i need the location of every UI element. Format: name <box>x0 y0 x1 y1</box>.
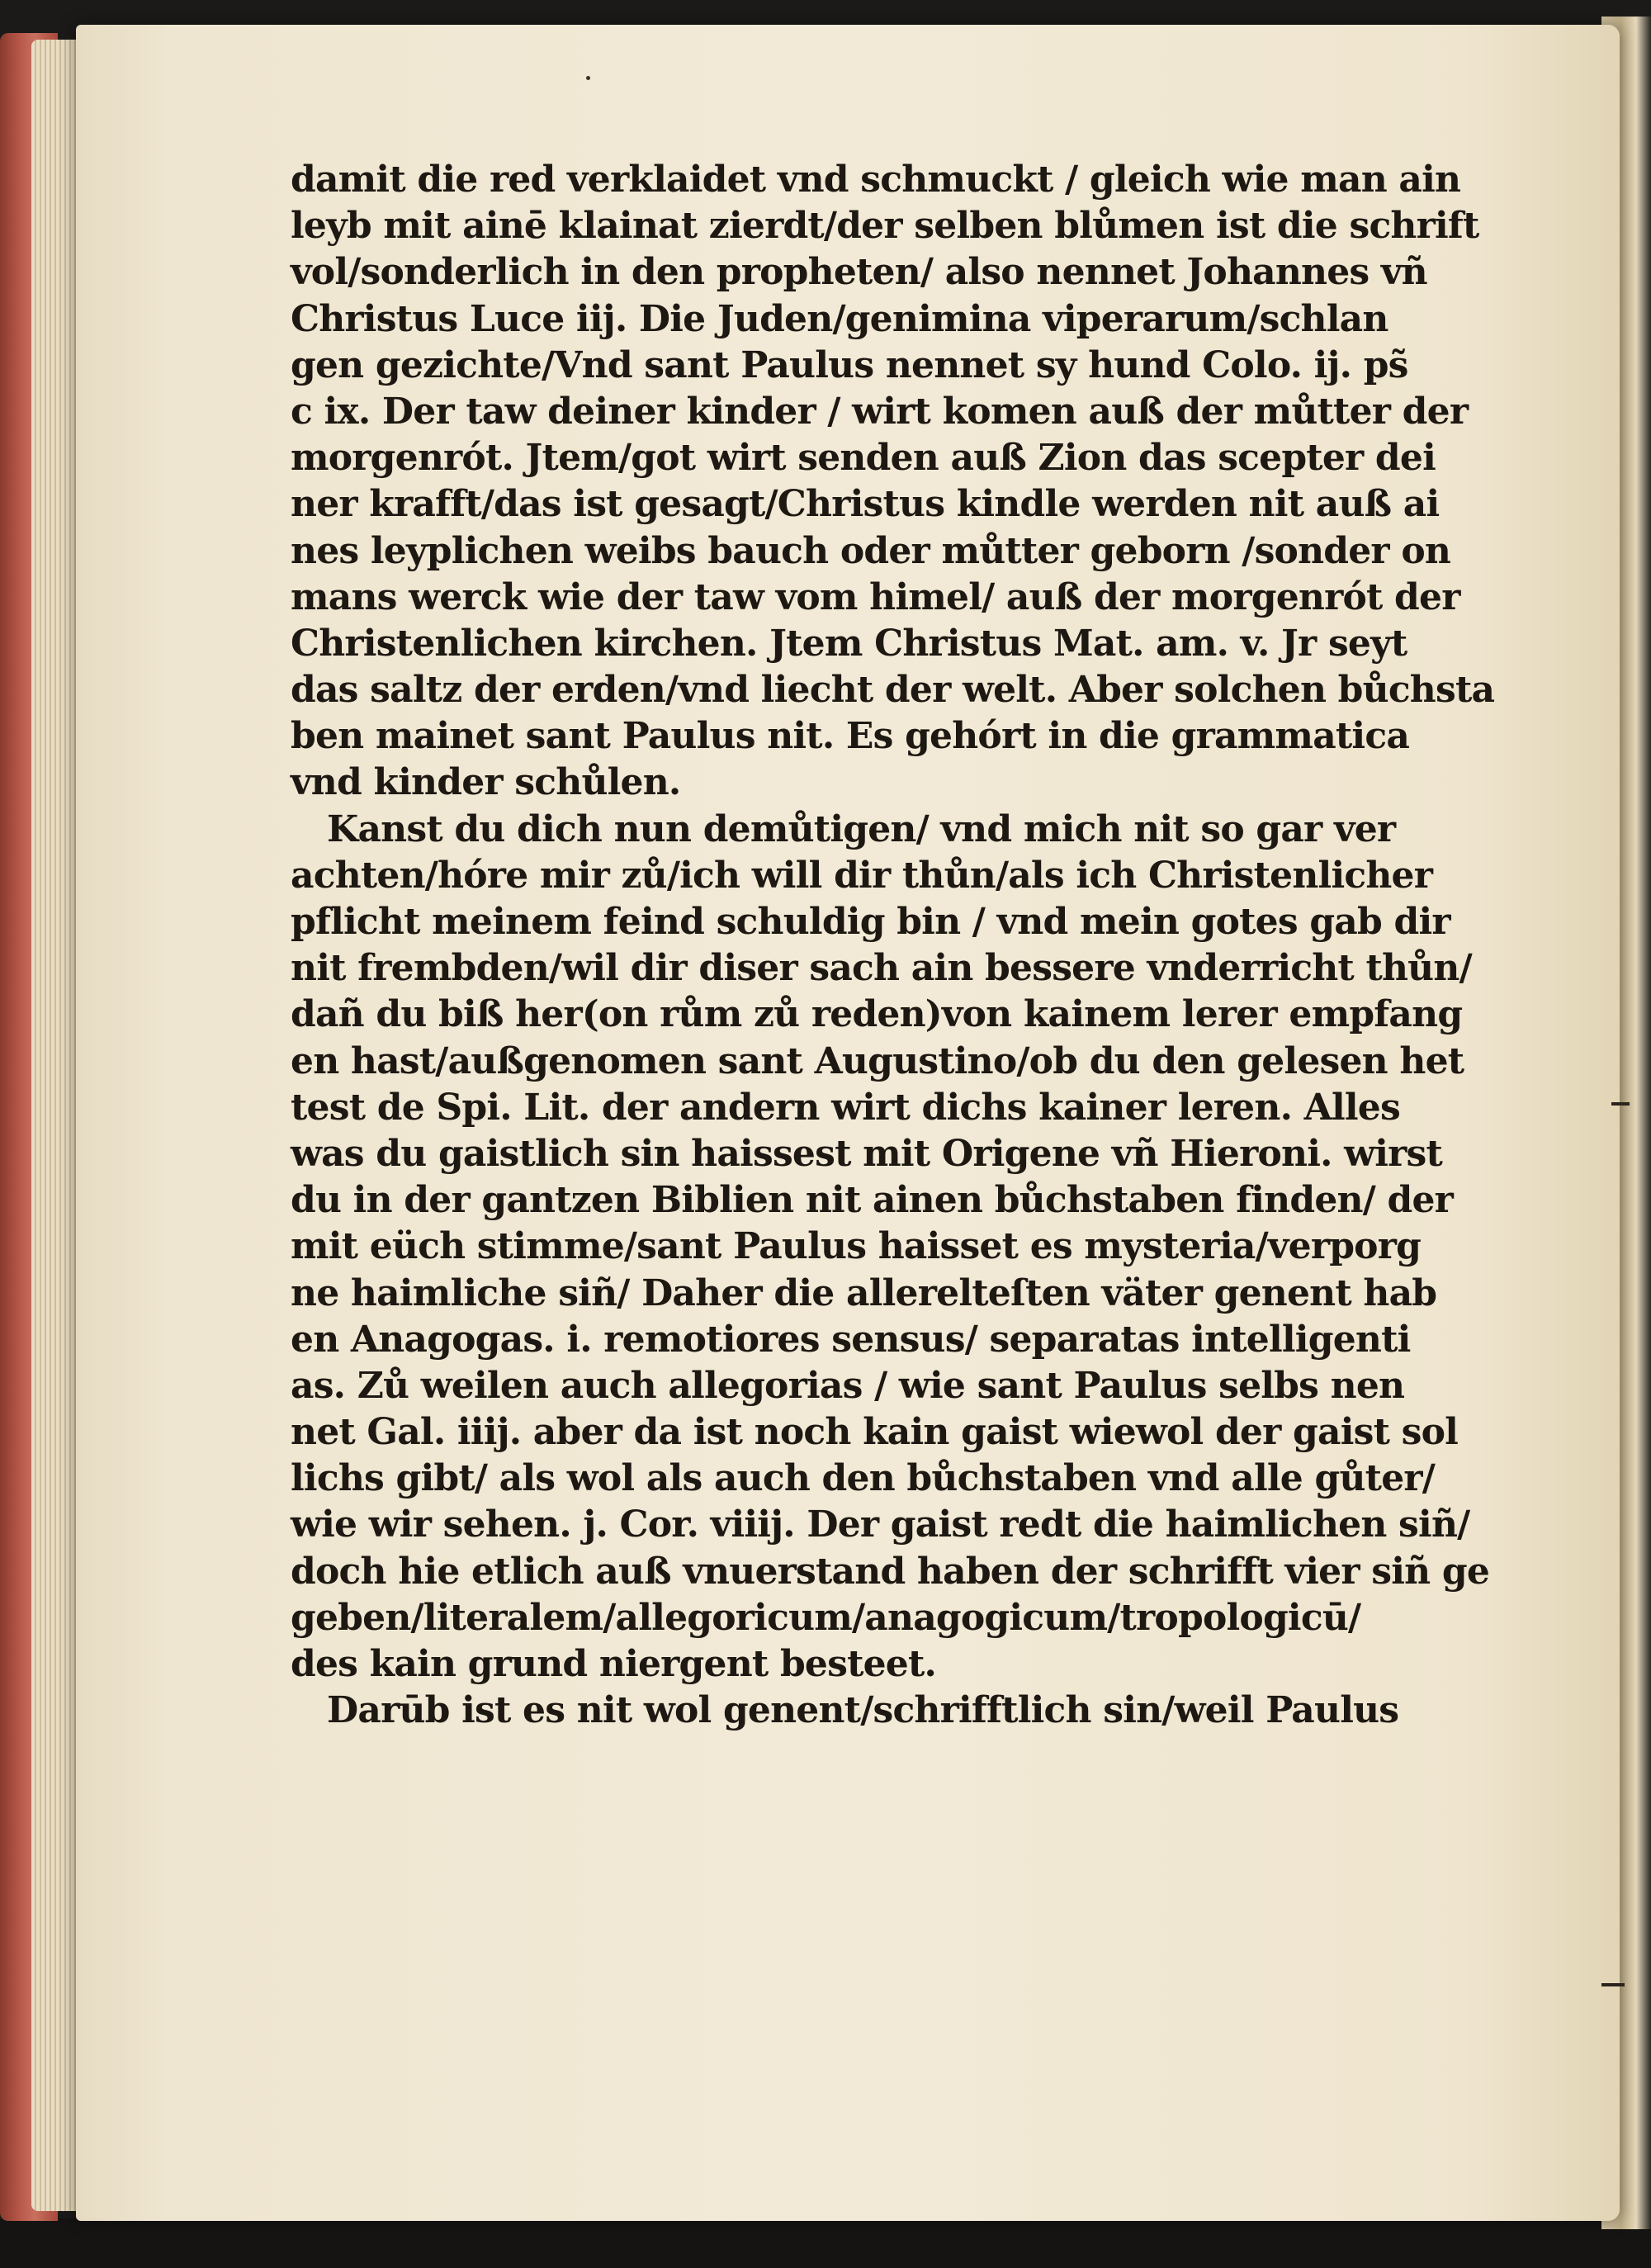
text-line: vol/sonderlich in den propheten/ also nennet Johannes vñ <box>291 251 1427 294</box>
text-line: doch hie etlich auß vnuerstand haben der schrifft vier siñ ge <box>291 1550 1490 1593</box>
text-line: was du gaistlich sin haissest mit Origene vñ Hieroni. wirst <box>291 1132 1443 1175</box>
text-line: c ix. Der taw deiner kinder / wirt komen auß der můtter der <box>291 390 1469 433</box>
text-line: test de Spi. Lit. der andern wirt dichs kainer leren. Alles <box>291 1086 1400 1129</box>
text-line: mans werck wie der taw vom himel/ auß der morgenrót der <box>291 575 1460 618</box>
text-line: dañ du biß her(on rům zů reden)von kainem lerer empfang <box>291 993 1463 1036</box>
text-line: Darūb ist es nit wol genent/schrifftlich sin/weil Paulus <box>327 1689 1399 1732</box>
background-surface <box>0 2218 1651 2268</box>
text-line: gen gezichte/Vnd sant Paulus nennet sy hund Colo. ij. ps̃ <box>291 343 1408 386</box>
text-line: nit frembden/wil dir diser sach ain bessere vnderricht thůn/ <box>291 947 1472 990</box>
page-text-block <box>291 157 1587 1734</box>
text-line: morgenrót. Jtem/got wirt senden auß Zion das scepter dei <box>291 437 1436 480</box>
text-line: geben/literalem/allegoricum/anagogicum/tropologicū/ <box>291 1596 1361 1639</box>
text-line: nes leyplichen weibs bauch oder můtter geborn /sonder on <box>291 529 1451 572</box>
text-line: lichs gibt/ als wol als auch den bůchstaben vnd alle gůter/ <box>291 1457 1436 1500</box>
margin-mark <box>1611 1102 1630 1106</box>
text-line: Kanst du dich nun demůtigen/ vnd mich nit so gar ver <box>327 807 1396 850</box>
text-line: damit die red verklaidet vnd schmuckt / gleich wie man ain <box>291 159 1461 201</box>
text-line: das saltz der erden/vnd liecht der welt. Aber solchen bůchsta <box>291 669 1495 712</box>
text-line: ben mainet sant Paulus nit. Es gehórt in die grammatica <box>291 715 1410 758</box>
text-line: vnd kinder schůlen. <box>291 761 681 804</box>
text-line: pflicht meinem feind schuldig bin / vnd mein gotes gab dir <box>291 901 1450 943</box>
text-line: mit eüch stimme/sant Paulus haisset es mysteria/verporg <box>291 1225 1422 1268</box>
text-line: Christenlichen kirchen. Jtem Christus Mat. am. v. Jr seyt <box>291 622 1407 665</box>
text-line: achten/hóre mir zů/ich will dir thůn/als ich Christenlicher <box>291 854 1433 897</box>
page-stack-edges <box>31 40 81 2211</box>
text-line: wie wir sehen. j. Cor. viiij. Der gaist redt die haimlichen siñ/ <box>291 1503 1470 1546</box>
text-line: du in der gantzen Biblien nit ainen bůchstaben finden/ der <box>291 1179 1454 1222</box>
text-line: ner krafft/das ist gesagt/Christus kindle werden nit auß ai <box>291 483 1440 526</box>
text-line: des kain grund niergent besteet. <box>291 1643 937 1685</box>
book-page <box>76 25 1620 2221</box>
page-speck <box>586 76 590 80</box>
text-line: net Gal. iiij. aber da ist noch kain gaist wiewol der gaist sol <box>291 1411 1459 1454</box>
text-line: as. Zů weilen auch allegorias / wie sant Paulus selbs nen <box>291 1364 1405 1407</box>
margin-mark <box>1601 1983 1625 1986</box>
text-line: Christus Luce iij. Die Juden/genimina viperarum/schlan <box>291 297 1388 340</box>
text-line: en Anagogas. i. remotiores sensus/ separatas intelligenti <box>291 1318 1411 1361</box>
text-line: ne haimliche siñ/ Daher die allerelteſten väter genent hab <box>291 1271 1437 1314</box>
text-line: leyb mit ainē klainat zierdt/der selben blůmen ist die schrift <box>291 205 1479 248</box>
text-line: en hast/außgenomen sant Augustino/ob du den gelesen het <box>291 1039 1464 1082</box>
